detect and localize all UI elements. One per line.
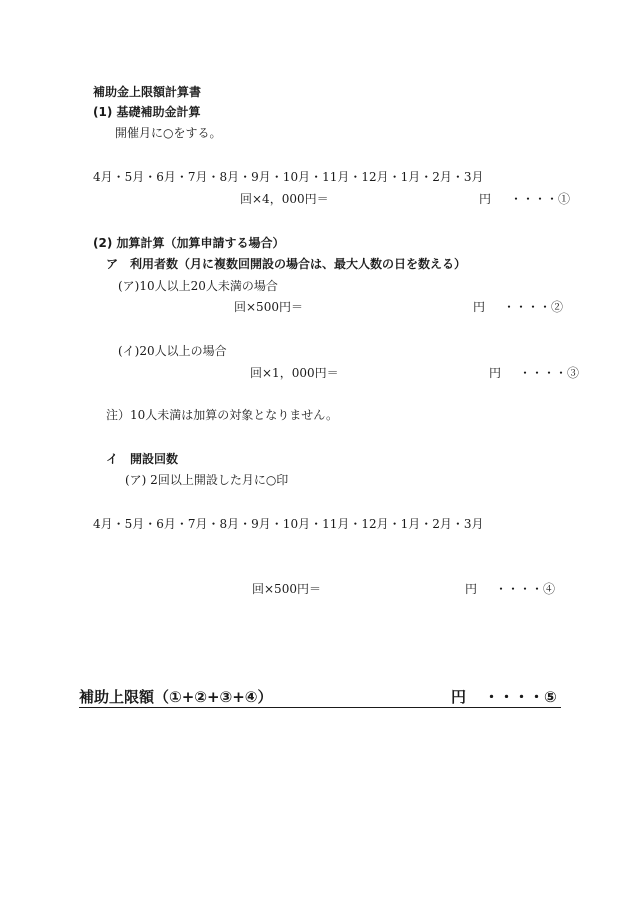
section2b-unit: 円 xyxy=(465,582,478,596)
section2a2-label: (イ)20人以上の場合 xyxy=(118,344,227,358)
section2b-formula: 回×500円＝ xyxy=(252,582,321,596)
section2a-note: 注）10人未満は加算の対象となりません。 xyxy=(106,408,338,422)
section1-month-selector[interactable]: 4月・5月・6月・7月・8月・9月・10月・11月・12月・1月・2月・3月 xyxy=(93,170,484,184)
section1-ref: ・・・・① xyxy=(510,192,571,206)
section2a1-formula: 回×500円＝ xyxy=(234,300,303,314)
section1-heading: (1) 基礎補助金計算 xyxy=(93,105,201,119)
total-label: 補助上限額（①+②+③+④） xyxy=(79,688,273,706)
section2a2-ref: ・・・・③ xyxy=(519,366,580,380)
section2-heading: (2) 加算計算（加算申請する場合） xyxy=(93,236,285,250)
section2a1-unit: 円 xyxy=(473,300,486,314)
section2a2-unit: 円 xyxy=(489,366,502,380)
section2a1-ref: ・・・・② xyxy=(503,300,564,314)
section2b-heading: イ 開設回数 xyxy=(106,452,179,466)
section2a-heading: ア 利用者数（月に複数回開設の場合は、最大人数の日を数える） xyxy=(106,257,467,271)
page-title: 補助金上限額計算書 xyxy=(93,85,202,99)
total-ref: ・・・・⑤ xyxy=(484,688,557,706)
section1-instruction: 開催月に○をする。 xyxy=(115,126,222,140)
section2b-month-selector[interactable]: 4月・5月・6月・7月・8月・9月・10月・11月・12月・1月・2月・3月 xyxy=(93,517,484,531)
total-unit: 円 xyxy=(451,688,467,706)
section2a1-label: (ア)10人以上20人未満の場合 xyxy=(118,279,278,293)
section2a2-formula: 回×1，000円＝ xyxy=(250,366,339,380)
section2b1-label: (ア) 2回以上開設した月に○印 xyxy=(125,473,289,487)
section2b-ref: ・・・・④ xyxy=(495,582,556,596)
section1-unit: 円 xyxy=(479,192,492,206)
total-underline xyxy=(79,707,561,708)
section1-formula: 回×4，000円＝ xyxy=(240,192,329,206)
